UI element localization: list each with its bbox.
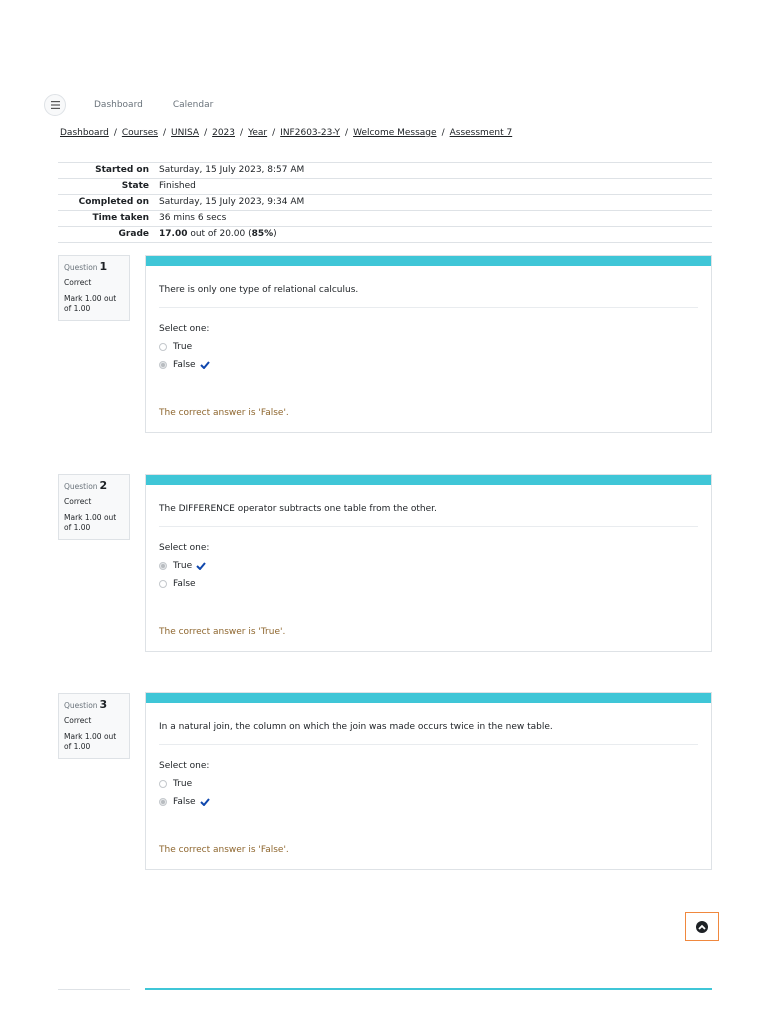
completed-value: Saturday, 15 July 2023, 9:34 AM <box>154 195 712 211</box>
checkmark-icon <box>200 798 210 806</box>
started-label: Started on <box>58 163 154 179</box>
radio-false[interactable] <box>159 361 167 369</box>
summary-row-state <box>58 179 712 195</box>
answer-option-true[interactable]: True <box>159 561 698 571</box>
question-state: Correct <box>64 716 92 725</box>
state-label: State <box>58 179 154 195</box>
breadcrumb-dashboard[interactable]: Dashboard <box>60 128 109 138</box>
nav-link-dashboard[interactable]: Dashboard <box>94 100 143 110</box>
radio-true[interactable] <box>159 562 167 570</box>
correct-answer-feedback: The correct answer is 'False'. <box>159 408 289 418</box>
breadcrumb: Dashboard / Courses / UNISA / 2023 / Year / INF2603-23-Y / Welcome Message / Assessment 7 <box>60 128 513 138</box>
question-number: 1 <box>99 260 108 273</box>
checkmark-icon <box>200 361 210 369</box>
question-content-3 <box>145 692 712 870</box>
breadcrumb-course[interactable]: INF2603-23-Y <box>280 128 341 138</box>
question-header-bar <box>146 256 711 266</box>
breadcrumb-assessment[interactable]: Assessment 7 <box>449 128 513 138</box>
time-label: Time taken <box>58 211 154 227</box>
question-info-4-partial <box>58 989 130 990</box>
summary-row-time <box>58 211 712 227</box>
answer-option-false[interactable]: False <box>159 360 698 370</box>
question-content-1 <box>145 255 712 433</box>
question-info-1: Question 1 Correct Mark 1.00 out of 1.00 <box>58 255 130 321</box>
top-nav <box>44 94 213 116</box>
answer-option-true[interactable]: True <box>159 342 698 352</box>
completed-label: Completed on <box>58 195 154 211</box>
answer-option-false[interactable]: False <box>159 797 698 807</box>
select-prompt: Select one: <box>159 324 210 334</box>
question-number: 2 <box>99 479 108 492</box>
attempt-summary-table <box>58 162 712 243</box>
question-text: There is only one type of relational calculus. <box>159 285 698 308</box>
grade-value: 17.00 out of 20.00 (85%) <box>154 227 712 243</box>
breadcrumb-2023[interactable]: 2023 <box>212 128 236 138</box>
breadcrumb-welcome-message[interactable]: Welcome Message <box>353 128 437 138</box>
question-state: Correct <box>64 278 92 287</box>
question-header-bar <box>146 693 711 703</box>
radio-false[interactable] <box>159 580 167 588</box>
select-prompt: Select one: <box>159 543 210 553</box>
correct-answer-feedback: The correct answer is 'False'. <box>159 845 289 855</box>
hamburger-icon <box>51 101 60 109</box>
question-content-2 <box>145 474 712 652</box>
radio-true[interactable] <box>159 780 167 788</box>
question-text: In a natural join, the column on which the join was made occurs twice in the new table. <box>159 722 698 745</box>
summary-row-grade <box>58 227 712 243</box>
question-mark: Mark 1.00 out of 1.00 <box>64 294 117 313</box>
grade-percent: 85% <box>251 229 274 239</box>
answer-option-false[interactable]: False <box>159 579 698 589</box>
breadcrumb-year[interactable]: Year <box>248 128 268 138</box>
time-value: 36 mins 6 secs <box>154 211 712 227</box>
question-header-bar <box>146 475 711 485</box>
question-info-3: Question 3 Correct Mark 1.00 out of 1.00 <box>58 693 130 759</box>
started-value: Saturday, 15 July 2023, 8:57 AM <box>154 163 712 179</box>
hamburger-menu-button[interactable] <box>44 94 66 116</box>
answer-option-true[interactable]: True <box>159 779 698 789</box>
grade-label: Grade <box>58 227 154 243</box>
question-text: The DIFFERENCE operator subtracts one table from the other. <box>159 504 698 527</box>
breadcrumb-unisa[interactable]: UNISA <box>171 128 200 138</box>
question-content-4-partial <box>145 988 712 990</box>
grade-score: 17.00 <box>159 229 188 239</box>
radio-false[interactable] <box>159 798 167 806</box>
summary-row-completed <box>58 195 712 211</box>
select-prompt: Select one: <box>159 761 210 771</box>
question-mark: Mark 1.00 out of 1.00 <box>64 732 117 751</box>
summary-row-started <box>58 163 712 179</box>
question-info-2: Question 2 Correct Mark 1.00 out of 1.00 <box>58 474 130 540</box>
nav-link-calendar[interactable]: Calendar <box>172 100 214 110</box>
question-number: 3 <box>99 698 108 711</box>
question-mark: Mark 1.00 out of 1.00 <box>64 513 117 532</box>
radio-true[interactable] <box>159 343 167 351</box>
question-state: Correct <box>64 497 92 506</box>
chevron-up-icon <box>696 921 708 933</box>
correct-answer-feedback: The correct answer is 'True'. <box>159 627 286 637</box>
back-to-top-button[interactable] <box>685 912 719 941</box>
state-value: Finished <box>154 179 712 195</box>
checkmark-icon <box>196 562 206 570</box>
breadcrumb-courses[interactable]: Courses <box>121 128 158 138</box>
